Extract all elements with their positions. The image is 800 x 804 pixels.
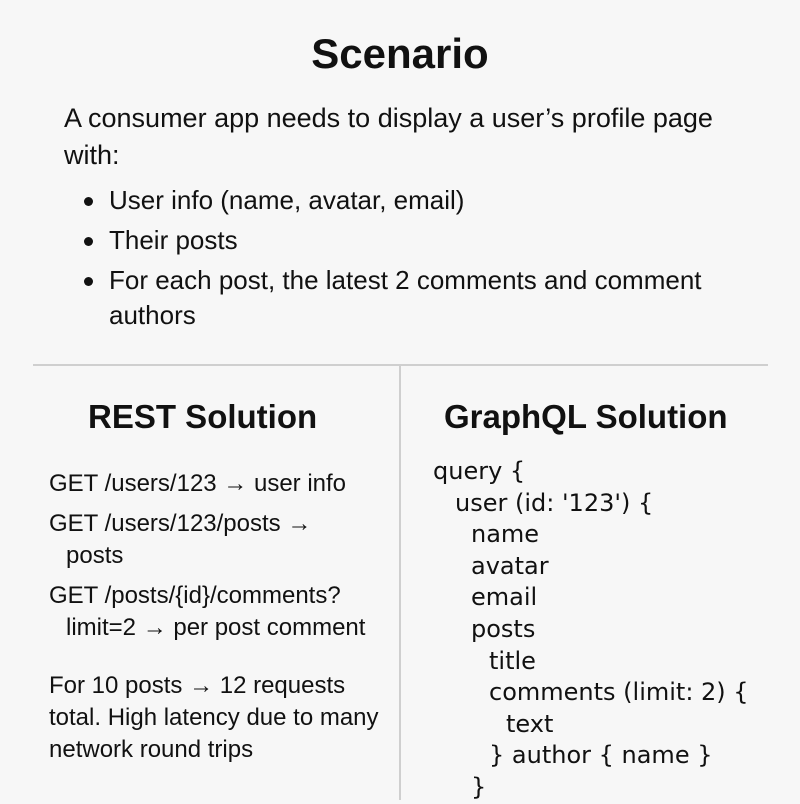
rest-requests [49,468,394,652]
code-line: title [489,646,536,675]
bullet-icon [84,237,93,246]
list-item-text: Their posts [109,225,238,255]
graphql-query-code [433,456,793,804]
rest-request-continuation: posts [66,542,124,569]
list-item-text: For each post, the latest 2 comments and comment authors [109,265,702,330]
code-line: email [471,583,538,612]
list-item [64,183,744,218]
rest-request-continuation: limit=2 → per post comment [66,614,366,641]
code-line: query { [433,457,526,485]
requirements-list [64,183,744,338]
code-line: comments (limit: 2) { [489,678,749,707]
scenario-title: Scenario [311,30,489,77]
code-line: } author { name } [489,741,713,770]
list-item-text: User info (name, avatar, email) [109,185,465,215]
code-line: posts [471,614,536,643]
rest-request [49,468,394,500]
code-line: name [471,520,540,549]
rest-request [49,508,394,572]
rest-request [49,580,394,644]
graphql-solution-title: GraphQL Solution [444,398,728,435]
rest-request-line: GET /users/123 → user info [49,470,347,497]
bullet-icon [84,277,93,286]
code-line: user (id: '123') { [455,488,654,517]
code-line: avatar [471,551,549,580]
rest-request-line: GET /posts/{id}/comments? [49,582,341,609]
rest-solution-title: REST Solution [88,398,318,435]
list-item [64,223,744,258]
scenario-intro: A consumer app needs to display a user’s profile page with: [64,103,713,170]
list-item [64,263,744,333]
bullet-icon [84,197,93,206]
code-line: } [471,772,487,801]
vertical-divider [399,366,401,800]
code-line: text [506,709,554,738]
rest-request-line: GET /users/123/posts → [49,510,312,537]
rest-summary: For 10 posts → 12 requests total. High latency due to many network round trips [49,672,379,763]
